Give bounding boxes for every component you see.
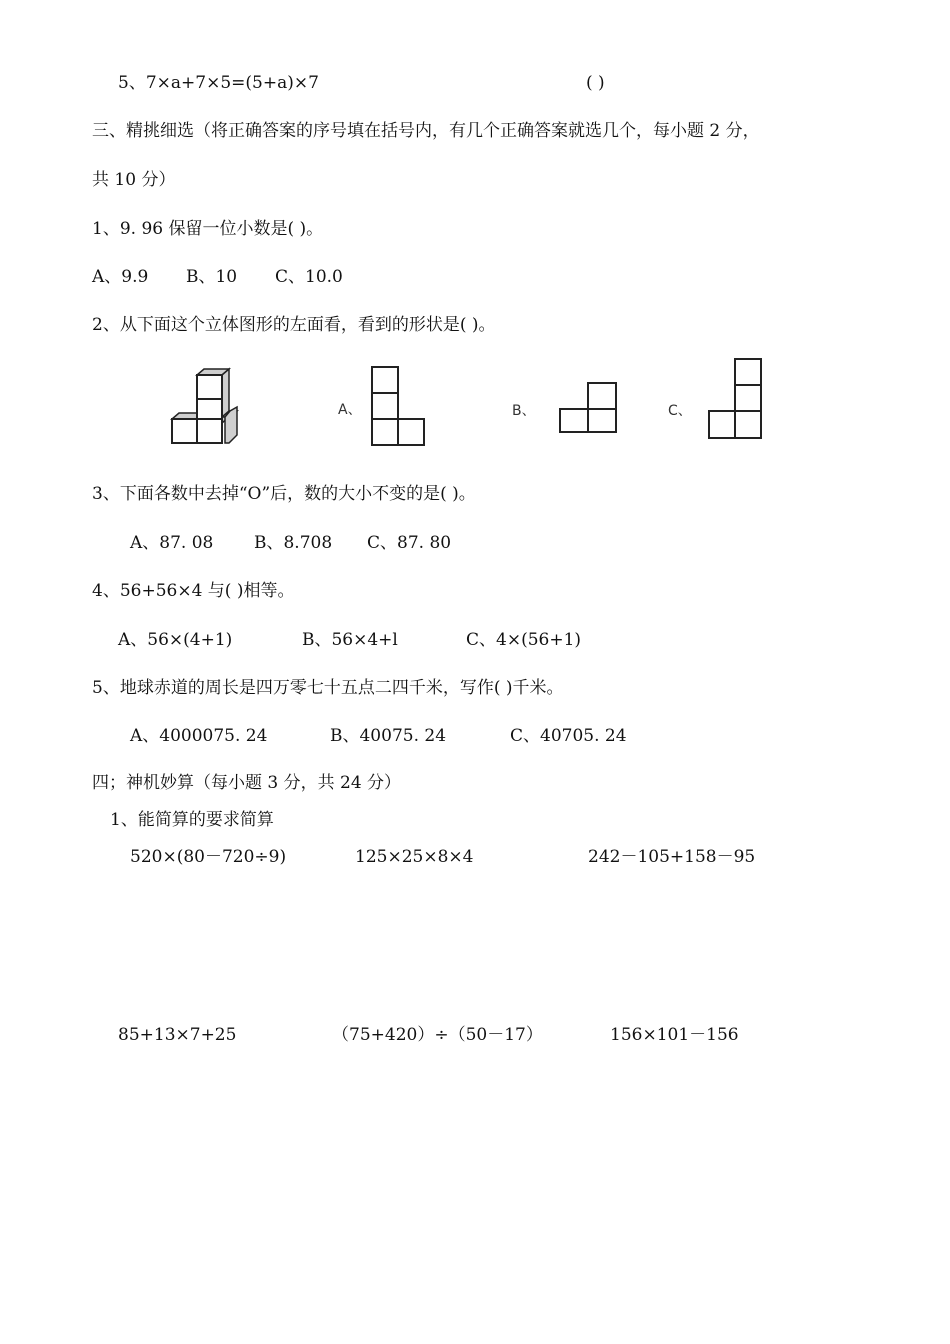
q5-option-a: A、4000075. 24	[130, 726, 268, 746]
question-1: 1、9. 96 保留一位小数是( )。	[92, 219, 324, 239]
expression-2: 125×25×8×4	[355, 847, 474, 867]
question-2: 2、从下面这个立体图形的左面看，看到的形状是( )。	[92, 315, 496, 335]
q4-option-b: B、56×4+l	[302, 630, 398, 650]
q3-option-a: A、87. 08	[130, 533, 214, 553]
expression-6: 156×101－156	[610, 1025, 739, 1045]
expression-4: 85+13×7+25	[118, 1025, 237, 1045]
q5-option-b: B、40075. 24	[330, 726, 447, 746]
question-3: 3、下面各数中去掉“O”后，数的大小不变的是( )。	[92, 484, 476, 504]
expression-5: （75+420）÷（50－17）	[332, 1025, 543, 1045]
section-3-heading-cont: 共 10 分）	[92, 170, 176, 190]
q3-option-b: B、8.708	[254, 533, 333, 553]
option-c-diagram	[666, 355, 776, 445]
question-5: 5、地球赤道的周长是四万零七十五点二四千米，写作( )千米。	[92, 678, 564, 698]
expression-1: 520×(80－720÷9)	[130, 847, 287, 867]
q3-option-c: C、87. 80	[367, 533, 452, 553]
q1-option-c: C、10.0	[275, 267, 343, 287]
option-a-diagram	[336, 362, 436, 452]
q1-option-a: A、9.9	[92, 267, 149, 287]
q1-option-b: B、10	[186, 267, 238, 287]
section-4-subheading: 1、能简算的要求简算	[110, 810, 274, 830]
answer-bracket: ( )	[586, 73, 605, 93]
q4-option-c: C、4×(56+1)	[466, 630, 582, 650]
solid-figure-diagram	[165, 365, 245, 447]
option-a-label: A、	[338, 402, 362, 418]
q5-option-c: C、40705. 24	[510, 726, 627, 746]
q4-option-a: A、56×(4+1)	[118, 630, 233, 650]
section-4-heading: 四；神机妙算（每小题 3 分，共 24 分）	[92, 773, 402, 793]
question-4: 4、56+56×4 与( )相等。	[92, 581, 295, 601]
section-3-heading: 三、精挑细选（将正确答案的序号填在括号内，有几个正确答案就选几个，每小题 2 分，	[92, 121, 760, 141]
option-c-label: C、	[668, 403, 692, 419]
option-b-label: B、	[512, 403, 536, 419]
prev-question-5: 5、7×a+7×5=(5+a)×7	[118, 73, 319, 93]
option-b-diagram	[510, 375, 630, 445]
expression-3: 242－105+158－95	[588, 847, 756, 867]
